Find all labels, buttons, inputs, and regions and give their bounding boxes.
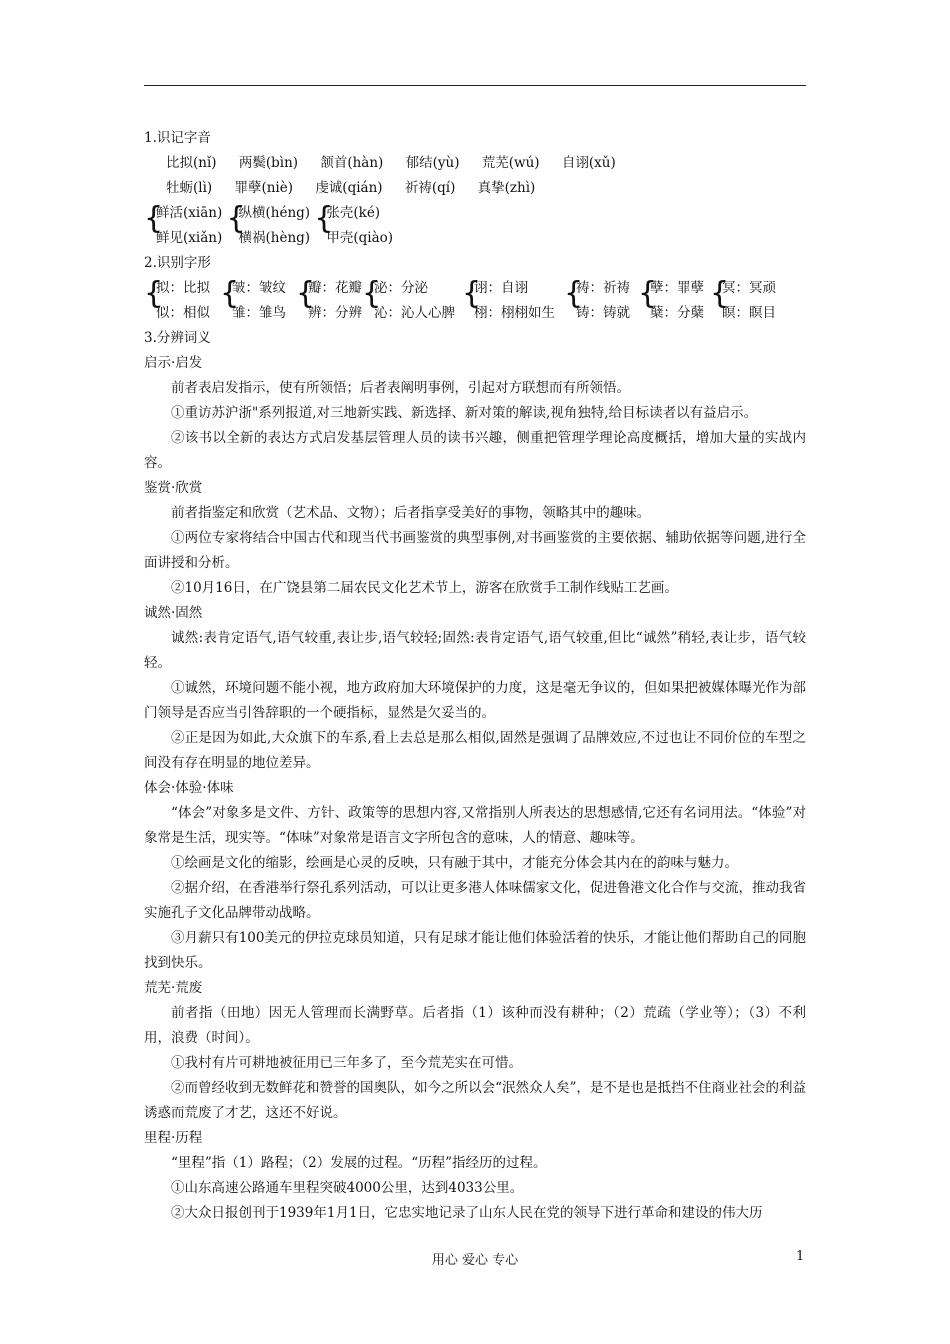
glyph-item: 祷：祈祷 [576, 280, 630, 296]
brace-icon: { [144, 276, 164, 311]
pronunciation-row-2 [144, 176, 806, 201]
glyph-item: 辨：分辨 [308, 305, 362, 321]
entry-heading: 体会·体验·体味 [144, 780, 234, 796]
glyph-pair [638, 276, 704, 326]
polyphone-item: 甲壳(qiào) [326, 230, 394, 246]
glyph-item: 孽：罪孽 [650, 280, 704, 296]
glyph-pairs [144, 276, 806, 326]
pron-item: 牡蛎(lì) [166, 180, 213, 196]
section-title-meanings: 3.分辨词义 [144, 330, 211, 346]
entry-paragraph: “体会”对象多是文件、方针、政策等的思想内容,又常指别人所表达的思想感情,它还有名词用法。“体验”对象常是生活，现实等。“体味”对象常是语言文字所包含的意味，人的情意、趣味等。 [144, 805, 806, 846]
brace-icon: { [144, 201, 164, 236]
glyph-pair [564, 276, 630, 326]
brace-icon: { [462, 276, 482, 311]
polyphone-group [144, 201, 222, 251]
entry-paragraph: ②大众日报创刊于1939年1月1日，它忠实地记录了山东人民在党的领导下进行革命和建设的伟大历 [171, 1205, 763, 1221]
glyph-item: 铸：铸就 [576, 305, 630, 321]
polyphone-item: 鲜活(xiān) [156, 205, 223, 221]
polyphone-group [227, 201, 311, 251]
entry-paragraph: 前者指鉴定和欣赏（艺术品、文物）；后者指享受美好的事物，领略其中的趣味。 [171, 505, 651, 521]
entry-paragraph: 诚然:表肯定语气,语气较重,表让步,语气较轻;固然:表肯定语气,语气较重,但比“诚然”稍轻,表让步，语气较轻。 [144, 630, 806, 671]
entry-paragraph: ①诚然，环境问题不能小视，地方政府加大环境保护的力度，这是毫无争议的，但如果把被媒体曝光作为部门领导是否应当引咎辞职的一个硬指标，显然是欠妥当的。 [144, 680, 806, 721]
polyphone-item: 张壳(ké) [326, 205, 381, 221]
entry-jianshang [144, 476, 806, 601]
entry-paragraph: ②该书以全新的表达方式启发基层管理人员的读书兴趣，侧重把管理学理论高度概括，增加大量的实战内容。 [144, 430, 806, 471]
entry-paragraph: ①重访苏沪浙"系列报道,对三地新实践、新选择、新对策的解读,视角独特,给目标读者以有益启示。 [171, 405, 758, 421]
glyph-item: 诩：自诩 [474, 280, 528, 296]
pronunciation-row-1 [144, 151, 806, 176]
polyphone-item: 鲜见(xiǎn) [156, 230, 223, 246]
glyph-item: 拟：比拟 [156, 280, 210, 296]
glyph-item: 冥：冥顽 [722, 280, 776, 296]
glyph-item: 栩：栩栩如生 [474, 305, 555, 321]
glyph-pair [362, 276, 455, 326]
polyphone-groups [144, 201, 806, 251]
pron-item: 颔首(hàn) [320, 155, 384, 171]
glyph-item: 泌：分泌 [374, 280, 428, 296]
entry-chengran [144, 601, 806, 776]
entry-licheng [144, 1126, 806, 1226]
brace-icon: { [638, 276, 658, 311]
brace-icon: { [296, 276, 316, 311]
entry-paragraph: ①山东高速公路通车里程突破4000公里，达到4033公里。 [171, 1180, 524, 1196]
glyph-pair [144, 276, 210, 326]
glyph-item: 雏：雏鸟 [232, 305, 286, 321]
entry-paragraph: ①两位专家将结合中国古代和现当代书画鉴赏的典型事例,对书画鉴赏的主要依据、辅助依据等问题,进行全面讲授和分析。 [144, 530, 806, 571]
brace-icon: { [362, 276, 382, 311]
brace-icon: { [564, 276, 584, 311]
polyphone-item: 纵横(héng) [238, 205, 311, 221]
pron-item: 真挚(zhì) [477, 180, 536, 196]
pron-item: 荒芜(wú) [481, 155, 540, 171]
footer-motto: 用心 爱心 专心 [431, 1253, 519, 1268]
page-number: 1 [796, 1249, 805, 1264]
section-title-glyphs: 2.识别字形 [144, 255, 211, 271]
glyph-item: 瓣：花瓣 [308, 280, 362, 296]
glyph-item: 瞑：瞑目 [722, 305, 776, 321]
entry-heading: 荒芜·荒废 [144, 980, 203, 996]
brace-icon: { [710, 276, 730, 311]
pron-item: 郁结(yù) [405, 155, 460, 171]
pron-item: 罪孽(niè) [234, 180, 294, 196]
glyph-pair [710, 276, 776, 326]
entry-paragraph: ③月薪只有100美元的伊拉克球员知道，只有足球才能让他们体验活着的快乐，才能让他们帮助自己的同胞找到快乐。 [144, 930, 806, 971]
glyph-item: 似：相似 [156, 305, 210, 321]
entry-heading: 里程·历程 [144, 1130, 203, 1146]
pron-item: 虔诚(qián) [315, 180, 383, 196]
glyph-pair [462, 276, 555, 326]
entry-heading: 鉴赏·欣赏 [144, 480, 203, 496]
entry-paragraph: 前者指（田地）因无人管理而长满野草。后者指（1）该种而没有耕种；（2）荒疏（学业等）；（3）不利用，浪费（时间）。 [144, 1005, 806, 1046]
entry-paragraph: ②正是因为如此,大众旗下的车系,看上去总是那么相似,固然是强调了品牌效应,不过也让不同价位的车型之间没有存在明显的地位差异。 [144, 730, 806, 771]
brace-icon: { [314, 201, 334, 236]
glyph-pair [296, 276, 362, 326]
glyph-item: 皱：皱纹 [232, 280, 286, 296]
brace-icon: { [226, 201, 246, 236]
entry-paragraph: ①绘画是文化的缩影，绘画是心灵的反映，只有融于其中，才能充分体会其内在的韵味与魅力。 [171, 855, 738, 871]
entry-heading: 诚然·固然 [144, 605, 203, 621]
entry-heading: 启示·启发 [144, 355, 203, 371]
entry-paragraph: ②据介绍，在香港举行祭孔系列活动，可以让更多港人体味儒家文化，促进鲁港文化合作与交流，推动我省实施孔子文化品牌带动战略。 [144, 880, 806, 921]
entry-paragraph: 前者表启发指示，使有所领悟；后者表阐明事例，引起对方联想而有所领悟。 [171, 380, 630, 396]
entry-paragraph: ②10月16日，在广饶县第二届农民文化艺术节上，游客在欣赏手工制作线贴工艺画。 [171, 580, 678, 596]
entry-tihui [144, 776, 806, 976]
entry-paragraph: “里程”指（1）路程；（2）发展的过程。“历程”指经历的过程。 [171, 1155, 547, 1171]
entry-huangwu [144, 976, 806, 1126]
entry-paragraph: ②而曾经收到无数鲜花和赞誉的国奥队，如今之所以会“泯然众人矣”，是不是也是抵挡不住商业社会的利益诱惑而荒废了才艺，这还不好说。 [144, 1080, 806, 1121]
pron-item: 比拟(nǐ) [166, 155, 217, 171]
pron-item: 自诩(xǔ) [561, 155, 616, 171]
glyph-pair [220, 276, 286, 326]
document-body [144, 126, 806, 1226]
glyph-item: 沁：沁人心脾 [374, 305, 455, 321]
brace-icon: { [220, 276, 240, 311]
entry-qishi [144, 351, 806, 476]
entry-paragraph: ①我村有片可耕地被征用已三年多了，至今荒芜实在可惜。 [171, 1055, 522, 1071]
glyph-item: 蘖：分蘖 [650, 305, 704, 321]
polyphone-group [314, 201, 393, 251]
polyphone-item: 横祸(hèng) [238, 230, 311, 246]
pron-item: 祈祷(qí) [404, 180, 456, 196]
section-title-pronunciation: 1.识记字音 [144, 130, 211, 146]
pron-item: 两鬓(bìn) [238, 155, 299, 171]
header-rule [144, 85, 806, 86]
